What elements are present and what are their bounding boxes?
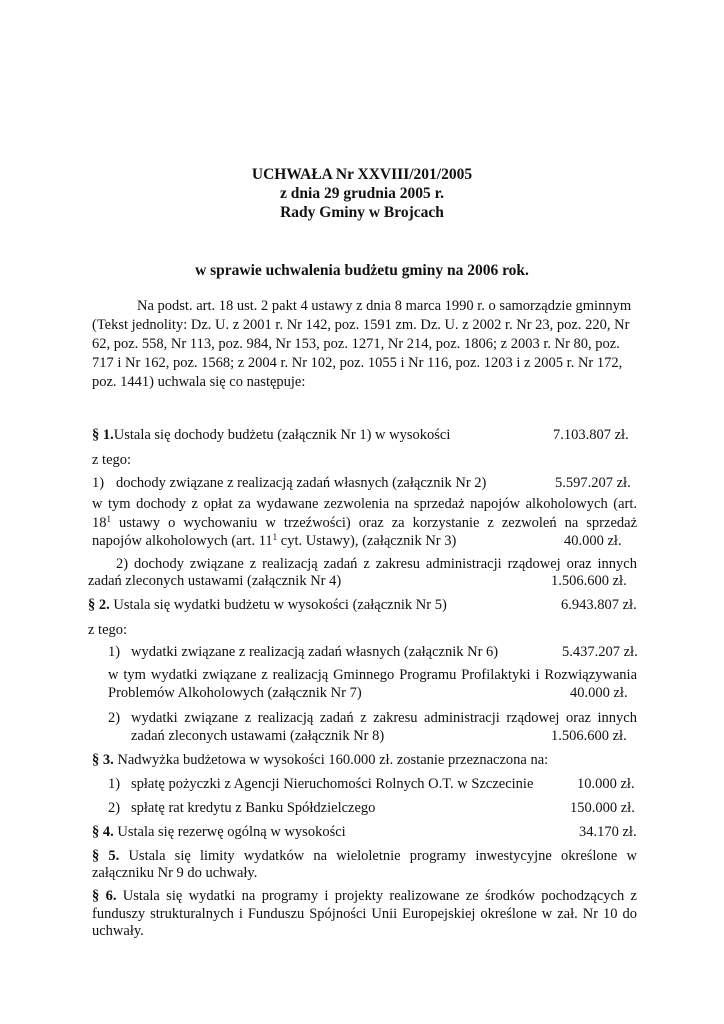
section-6-line-3: uchwały.	[92, 923, 144, 939]
section-6-line-1: § 6. Ustala się wydatki na programy i projekty realizowane ze środków pochodzących z	[92, 888, 637, 904]
section-1-z-tego: z tego:	[92, 452, 132, 468]
section-2-item-1-number: 1)	[108, 644, 121, 660]
section-1-alcohol-amount: 40.000 zł.	[564, 533, 622, 549]
section-3-mark: § 3.	[92, 752, 114, 768]
section-2-z-tego: z tego:	[88, 622, 128, 638]
section-2-alcohol-amount: 40.000 zł.	[570, 685, 628, 701]
preamble-line: Na podst. art. 18 ust. 2 pakt 4 ustawy z dnia 8 marca 1990 r. o samorządzie gminnym	[137, 298, 632, 314]
section-6-line-2: funduszy strukturalnych i Funduszu Spójności Unii Europejskiej określone w zał. Nr 10 do	[92, 906, 637, 922]
resolution-title: UCHWAŁA Nr XXVIII/201/2005	[251, 166, 473, 183]
section-2-mark: § 2.	[88, 597, 110, 613]
section-6-mark: § 6.	[92, 888, 117, 904]
section-2-item-2-number: 2)	[108, 710, 121, 726]
section-2-item-1-text: wydatki związane z realizacją zadań własnych (załącznik Nr 6)	[131, 644, 499, 660]
section-3-item-2-text: spłatę rat kredytu z Banku Spółdzielczego	[131, 800, 376, 816]
resolution-subject: w sprawie uchwalenia budżetu gminy na 2006 rok.	[195, 262, 529, 279]
section-1-item-1-text: dochody związane z realizacją zadań własnych (załącznik Nr 2)	[116, 475, 487, 491]
section-5-mark: § 5.	[92, 848, 120, 864]
section-2-alcohol-line-2: Problemów Alkoholowych (załącznik Nr 7)	[108, 685, 362, 701]
section-3-item-1-text: spłatę pożyczki z Agencji Nieruchomości Rolnych O.T. w Szczecinie	[131, 776, 534, 792]
section-5-line-2: załączniku Nr 9 do uchwały.	[92, 865, 258, 881]
section-3-item-1-number: 1)	[108, 776, 121, 792]
section-3-item-1-amount: 10.000 zł.	[577, 776, 635, 792]
section-5-line-1: § 5. Ustala się limity wydatków na wieloletnie programy inwestycyjne określone w	[92, 848, 638, 864]
section-3-item-2-number: 2)	[108, 800, 121, 816]
section-1-item-1-amount: 5.597.207 zł.	[555, 475, 631, 491]
section-1-amount: 7.103.807 zł.	[553, 427, 629, 443]
section-3	[92, 751, 548, 769]
section-1	[92, 426, 450, 444]
section-4	[92, 823, 346, 841]
section-2-alcohol-line-1: w tym wydatki związane z realizacją Gminnego Programu Profilaktyki i Rozwiązywania	[108, 667, 637, 683]
section-2-item-2-line-1: wydatki związane z realizacją zadań z zakresu administracji rządowej oraz innych	[131, 710, 637, 726]
section-1-item-1-number: 1)	[92, 475, 105, 491]
section-1-text: Ustala się dochody budżetu (załącznik Nr 1) w wysokości	[113, 427, 451, 443]
preamble-line: 717 i Nr 162, poz. 1568; z 2004 r. Nr 102, poz. 1055 i Nr 116, poz. 1203 i z 2005 r. Nr 172,	[92, 355, 623, 371]
section-2-item-2-line-2: zadań zleconych ustawami (załącznik Nr 8)	[131, 728, 385, 744]
council-name: Rady Gminy w Brojcach	[280, 204, 444, 221]
preamble-line: poz. 1441) uchwala się co następuje:	[92, 374, 306, 390]
section-1-alcohol-line-2: $18^1$ ustawy o wychowaniu w trzeźwości) oraz za korzystanie z zezwoleń na sprzedaż	[92, 514, 637, 531]
section-3-text: Nadwyżka budżetowa w wysokości 160.000 zł. zostanie przeznaczona na:	[113, 752, 549, 768]
section-1-alcohol-line-3: napojów alkoholowych (art. $11^1$ cyt. Ustawy), (załącznik Nr 3)	[92, 532, 457, 549]
section-2-item-1-amount: 5.437.207 zł.	[562, 644, 638, 660]
section-2-text: Ustala się wydatki budżetu w wysokości (załącznik Nr 5)	[109, 597, 447, 613]
section-2-amount: 6.943.807 zł.	[561, 597, 637, 613]
section-1-alcohol-line-1: w tym dochody z opłat za wydawane zezwolenia na sprzedaż napojów alkoholowych (art.	[92, 496, 637, 512]
section-3-item-2-amount: 150.000 zł.	[570, 800, 635, 816]
section-4-amount: 34.170 zł.	[579, 824, 637, 840]
section-4-mark: § 4.	[92, 824, 114, 840]
section-1-item-2-line-2: zadań zleconych ustawami (załącznik Nr 4)	[88, 573, 342, 589]
section-2	[88, 596, 447, 614]
resolution-date: z dnia 29 grudnia 2005 r.	[280, 185, 444, 202]
section-1-item-2-line-1: 2) dochody związane z realizacją zadań z zakresu administracji rządowej oraz innych	[116, 556, 637, 572]
preamble-line: (Tekst jednolity: Dz. U. z 2001 r. Nr 142, poz. 1591 zm. Dz. U. z 2002 r. Nr 23, poz. 220, Nr	[92, 317, 630, 333]
section-1-item-2-amount: 1.506.600 zł.	[551, 573, 627, 589]
section-1-mark: § 1.	[92, 427, 114, 443]
preamble-line: 62, poz. 558, Nr 113, poz. 984, Nr 153, poz. 1271, Nr 214, poz. 1806; z 2003 r. Nr 80, poz.	[92, 336, 620, 352]
section-2-item-2-amount: 1.506.600 zł.	[551, 728, 627, 744]
section-4-text: Ustala się rezerwę ogólną w wysokości	[113, 824, 346, 840]
